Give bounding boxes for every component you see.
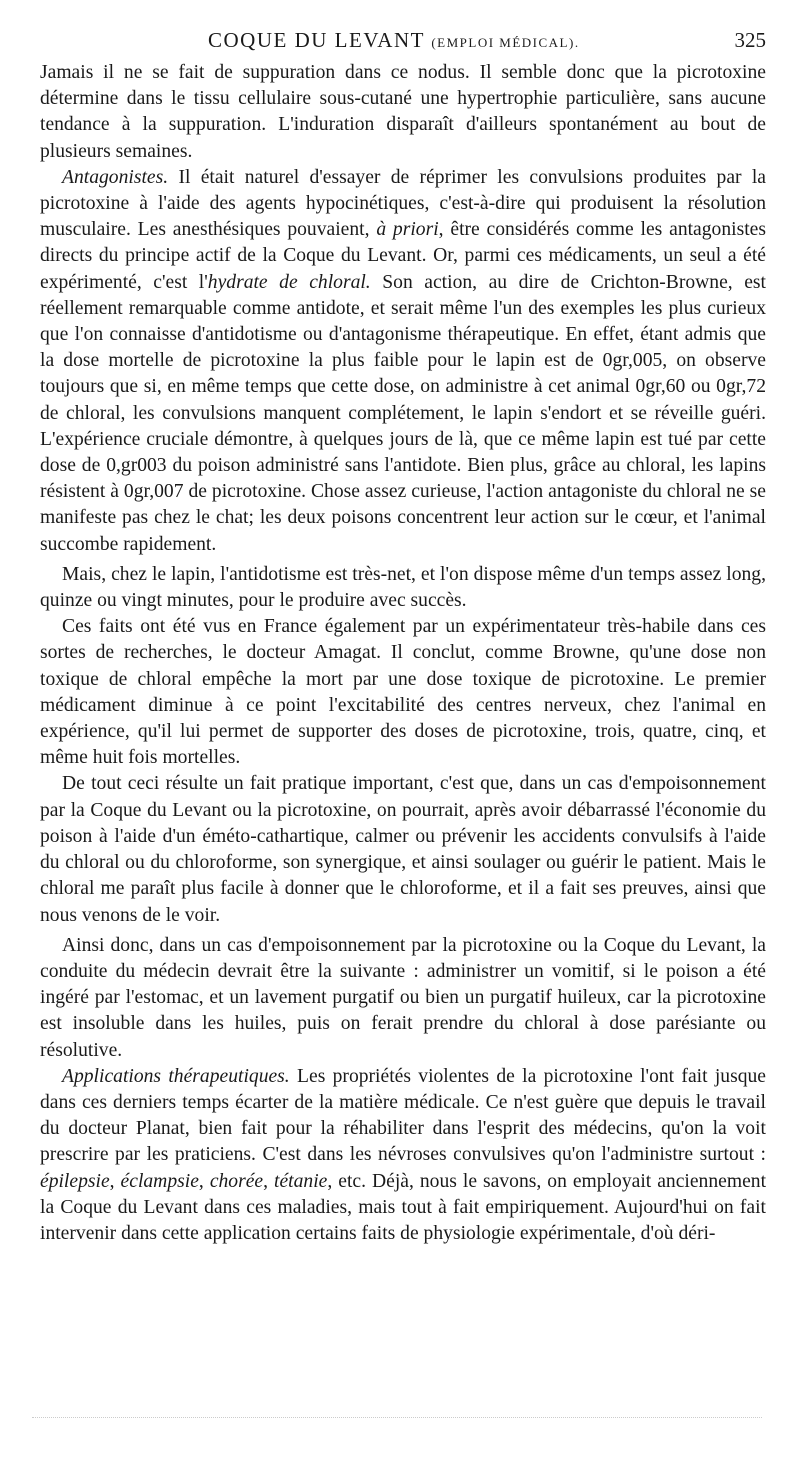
italic-run: Antagonistes. (62, 166, 169, 188)
running-title-subtitle: (EMPLOI MÉDICAL). (431, 35, 580, 50)
paragraph-amagat (40, 614, 766, 771)
italic-run: éclampsie (120, 1170, 199, 1192)
page-bottom-speckle (32, 1417, 762, 1424)
text-run: De tout ceci résulte un fait pratique important, c'est que, dans un cas d'empoisonnement par la Coque du Levant ou la picrotoxine, on pourrait, après avoir débarrassé l'économie du poison à l'aide d'un éméto-cathartique, calmer ou prévenir les accidents convulsifs à l'aide du chloral ou du chloroforme, son synergique, et ainsi soulager ou guérir le patient. Mais le chloral me paraît plus facile à donner que le chloroforme, et il a fait ses preuves, ainsi que nous venons de le voir. (40, 773, 766, 926)
paragraph-antagonistes (40, 165, 766, 558)
body-text (40, 60, 766, 1247)
text-run: , (263, 1170, 275, 1192)
paragraph-lapin (40, 562, 766, 614)
text-run: Ainsi donc, dans un cas d'empoisonnement par la picrotoxine ou la Coque du Levant, la conduite du médecin devrait être la suivante : administrer un vomitif, si le poison a été ingéré par l'estomac, et un lavement purgatif ou bien un purgatif huileux, car la picrotoxine est insoluble dans les huiles, puis on ferait prendre du chloral à dose parésiante ou résolutive. (40, 934, 766, 1061)
text-run: Mais, chez le lapin, l'antidotisme est très-net, et l'on dispose même d'un temps assez long, quinze ou vingt minutes, pour le produire avec succès. (40, 563, 766, 612)
italic-run: Applications thérapeutiques. (62, 1065, 290, 1087)
text-run: , (198, 1170, 210, 1192)
paragraph-fait-pratique (40, 771, 766, 928)
text-run: , être considérés comme les antagonistes directs du principe actif de la Coque du Levant. Or, parmi ces médicaments, un seul a été expérimenté, c'est l' (40, 219, 766, 293)
text-run: Les propriétés violentes de la picrotoxine l'ont fait jusque dans ces derniers temps écarter de la matière médicale. Ce n'est guère que depuis le travail du docteur Planat, bien fait pour la réhabiliter dans l'esprit des médecins, qu'on la voit prescrire par les praticiens. C'est dans les névroses convulsives qu'on l'administre surtout : (40, 1065, 766, 1166)
italic-run: chorée (209, 1170, 264, 1192)
paragraph-conduite-medecin (40, 933, 766, 1064)
text-run: Son action, au dire de Crichton-Browne, est réellement remarquable comme antidote, et serait même l'un des exemples les plus curieux que l'on connaisse d'antidotisme ou d'antagonisme thérapeutique. En effet, étant admis que la dose mortelle de picrotoxine la plus faible pour le lapin est de 0gr,005, on observe toujours que si, en même temps que cette dose, on administre à cet animal 0gr,60 ou 0gr,72 de chloral, les convulsions manquent complétement, le lapin s'endort et se réveille guéri. L'expérience cruciale démontre, à quelques jours de là, que ce même lapin est tué par cette dose de 0,gr003 du poison administré sans l'antidote. Bien plus, grâce au chloral, les lapins résistent à 0gr,007 de picrotoxine. Chose assez curieuse, l'action antagoniste du chloral ne se manifeste pas chez le chat; les deux poisons concentrent leur action sur le cœur, et l'animal succombe rapidement. (40, 271, 766, 555)
paragraph-applications (40, 1064, 766, 1247)
text-run: Ces faits ont été vus en France également par un expérimentateur très-habile dans ces sortes de recherches, le docteur Amagat. Il conclut, comme Browne, qu'une dose non toxique de chloral empêche la mort par une dose toxique de picrotoxine. Le premier médicament diminue à ce point l'excitabilité des centres nerveux, chez l'animal en expérience, qu'il lui permet de supporter des doses de picrotoxine, trois, quatre, cinq, et même huit fois mortelles. (40, 616, 766, 769)
book-page (40, 26, 766, 1247)
text-run: Jamais il ne se fait de suppuration dans ce nodus. Il semble donc que la picrotoxine détermine dans le tissu cellulaire sous-cutané une hypertrophie particulière, sans aucune tendance à la suppuration. L'induration disparaît d'ailleurs spontanément au bout de plusieurs semaines. (40, 62, 766, 162)
italic-run: hydrate de chloral. (207, 271, 371, 293)
running-header (40, 26, 766, 60)
paragraph-suppuration (40, 60, 766, 165)
running-title (208, 28, 580, 53)
italic-run: à priori (376, 219, 439, 241)
page-number: 325 (734, 28, 766, 52)
text-run: , etc. Déjà, nous le savons, on employait anciennement la Coque du Levant dans ces maladies, mais tout à fait empiriquement. Aujourd'hui on fait intervenir dans cette application certains faits de physiologie expérimentale, d'où déri- (40, 1170, 767, 1244)
running-title-main: COQUE DU LEVANT (208, 28, 425, 52)
italic-run: épilepsie (40, 1170, 110, 1192)
text-run: , (109, 1170, 121, 1192)
text-run: Il était naturel d'essayer de réprimer les convulsions produites par la picrotoxine à l'aide des agents hypocinétiques, c'est-à-dire qui produisent la résolution musculaire. Les anesthésiques pouvaient, (40, 166, 766, 241)
italic-run: tétanie (274, 1170, 328, 1192)
